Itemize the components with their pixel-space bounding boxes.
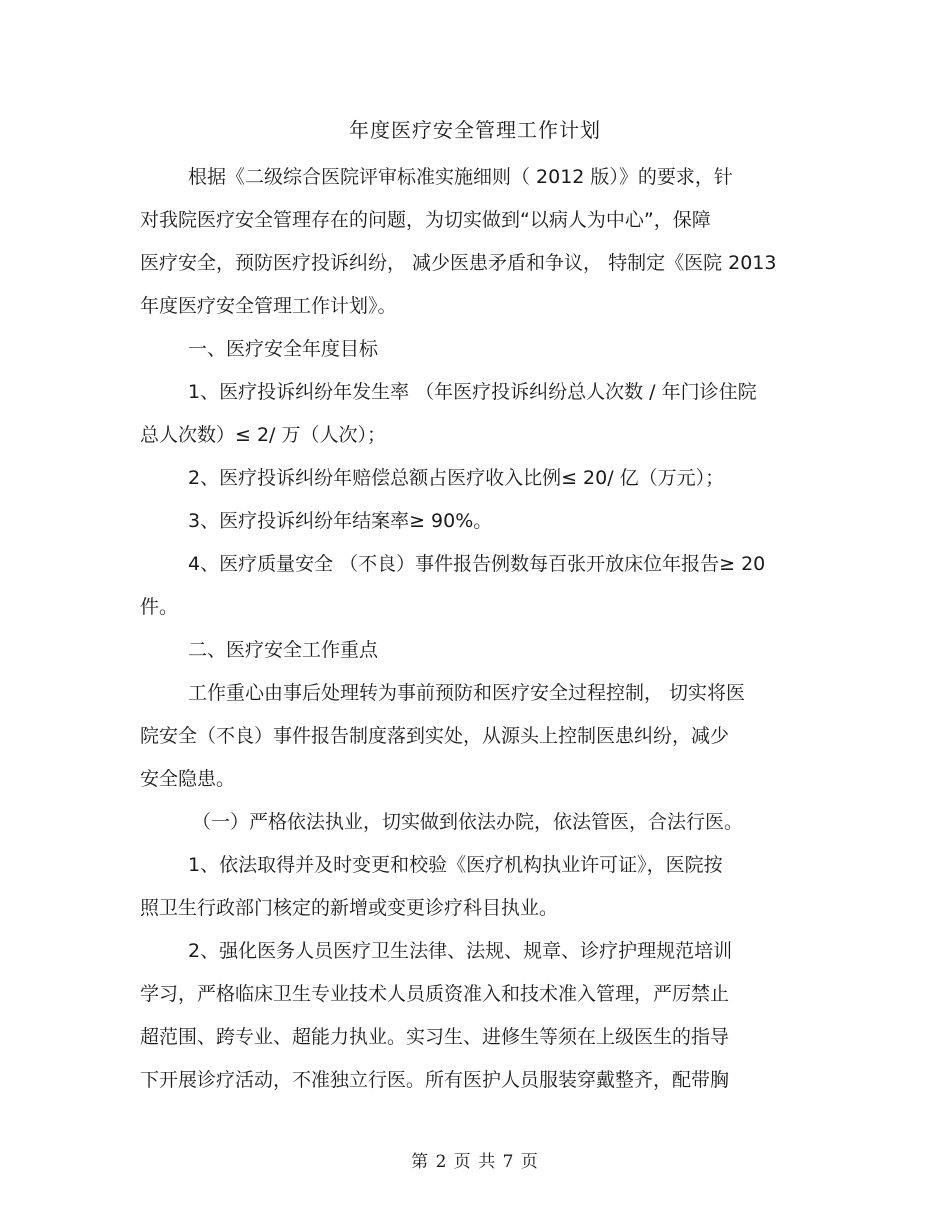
text-line: 安全隐患。 xyxy=(140,768,236,790)
text-line: 件。 xyxy=(140,596,179,618)
text-line: 4、医疗质量安全 （不良）事件报告例数每百张开放床位年报告≥ 20 xyxy=(188,553,766,575)
paragraph xyxy=(140,629,820,672)
text-line: 3、医疗投诉纠纷年结案率≥ 90%。 xyxy=(188,510,493,532)
text-line: 2、医疗投诉纠纷年赔偿总额占医疗收入比例≤ 20/ 亿（万元）； xyxy=(188,467,725,489)
text-line: 年度医疗安全管理工作计划》。 xyxy=(140,295,397,317)
text-line: 1、依法取得并及时变更和校验《医疗机构执业许可证》，医院按 xyxy=(188,854,723,876)
text-line: 1、医疗投诉纠纷年发生率 （年医疗投诉纠纷总人次数 / 年门诊住院 xyxy=(188,381,757,403)
text-line: 总人次数）≤ 2/ 万（人次）； xyxy=(140,424,386,446)
text-line: 根据《二级综合医院评审标准实施细则（ 2012 版）》的要求，针 xyxy=(188,166,733,188)
text-line: 下开展诊疗活动，不准独立行医。所有医护人员服装穿戴整齐，配带胸 xyxy=(140,1069,730,1091)
text-line: 超范围、跨专业、超能力执业。实习生、进修生等须在上级医生的指导 xyxy=(140,1026,730,1048)
text-line: 医疗安全，预防医疗投诉纠纷， 减少医患矛盾和争议， 特制定《医院 2013 xyxy=(140,252,777,274)
paragraph xyxy=(140,500,820,543)
paragraph xyxy=(140,371,820,457)
paragraph xyxy=(140,672,820,801)
text-line: 一、医疗安全年度目标 xyxy=(188,338,379,360)
text-line: 对我院医疗安全管理存在的问题，为切实做到“以病人为中心”，保障 xyxy=(140,209,711,231)
document-body xyxy=(140,156,820,1102)
paragraph xyxy=(140,328,820,371)
document-title: 年度医疗安全管理工作计划 xyxy=(349,118,601,142)
text-line: 院安全（不良）事件报告制度落到实处，从源头上控制医患纠纷，减少 xyxy=(140,725,730,747)
text-line: 工作重心由事后处理转为事前预防和医疗安全过程控制， 切实将医 xyxy=(188,682,746,704)
text-line: （一）严格依法执业，切实做到依法办院，依法管医，合法行医。 xyxy=(192,811,744,833)
text-line: 学习，严格临床卫生专业技术人员质资准入和技术准入管理，严厉禁止 xyxy=(140,983,730,1005)
paragraph xyxy=(140,543,820,629)
paragraph xyxy=(140,156,820,328)
paragraph xyxy=(140,457,820,500)
text-line: 照卫生行政部门核定的新增或变更诊疗科目执业。 xyxy=(140,897,559,919)
page-footer: 第 2 页 共 7 页 xyxy=(411,1152,539,1172)
paragraph xyxy=(140,844,820,930)
paragraph xyxy=(140,801,820,844)
text-line: 2、强化医务人员医疗卫生法律、法规、规章、诊疗护理规范培训 xyxy=(188,940,733,962)
paragraph xyxy=(140,930,820,1102)
text-line: 二、医疗安全工作重点 xyxy=(188,639,379,661)
